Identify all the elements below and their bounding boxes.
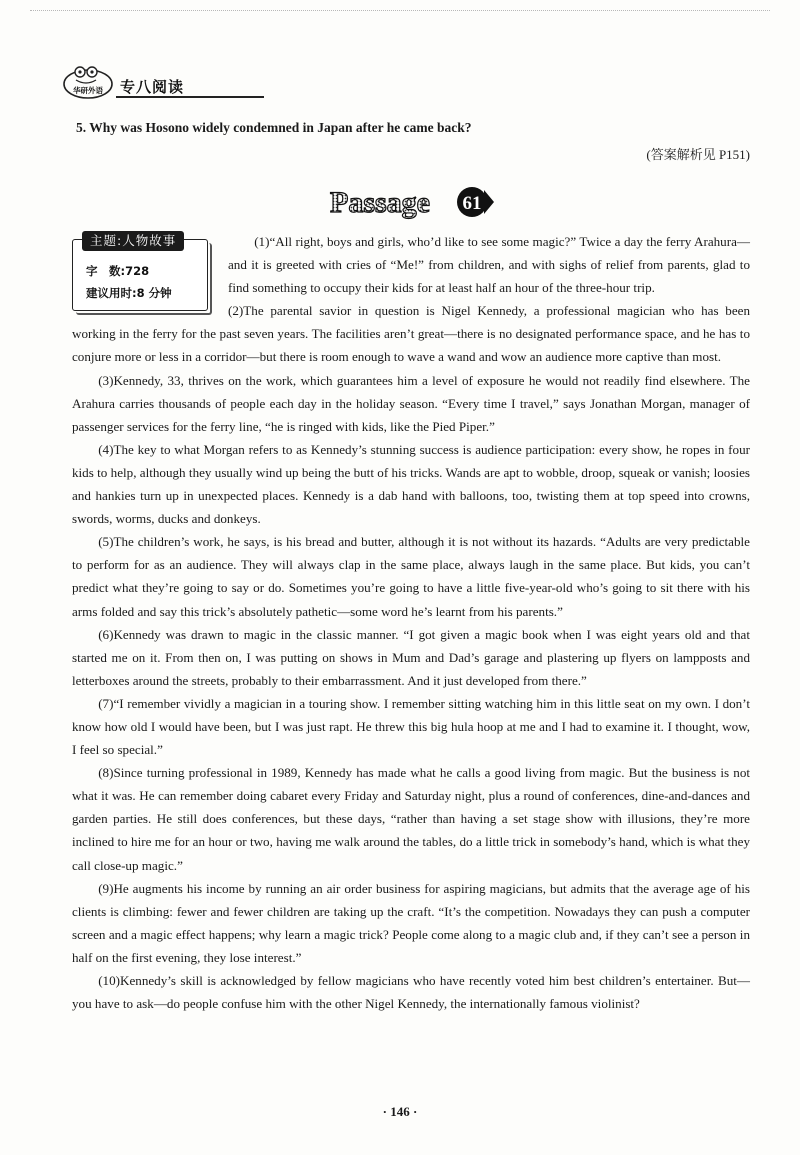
passage-label: Passage [330, 186, 430, 219]
paragraph-1: (1)“All right, boys and girls, who’d like to see some magic?” Twice a day the ferry Arahura—and it is greeted with cries of “Me!” from children, and with sighs of relief from parents, glad to find something to occupy their kids for at least half an hour of the three-hour trip. [228, 234, 750, 296]
paragraph-3: (3)Kennedy, 33, thrives on the work, which guarantees him a level of exposure he would not readily find elsewhere. The Arahura carries thousands of people each day in the holiday season. “Every time I travel,” says Jonathan Morgan, manager of passenger services for the ferry line, “he is ringed with kids, like the Pied Piper.” [72, 372, 750, 434]
paragraph-8: (8)Since turning professional in 1989, Kennedy has made what he calls a good living from magic. But the business is not what it was. He can remember doing cabaret every Friday and Saturday night, plus a round of conferences, dine-and-dances and garden parties. He still does conferences, but these days, “rather than having a set stage show with illusions, they’re more inclined to hire me for an hour or two, having me walk around the tables, do a little trick in somebody’s hand, which is what they call close-up magic.” [72, 765, 750, 873]
header-underline [116, 96, 264, 98]
paragraph-2: (2)The parental savior in question is Nigel Kennedy, a professional magician who has been working in the ferry for the past seven years. The facilities aren’t great—there is no designated performance space, and he has to conjure more or less in a corridor—but there is room enough to wave a wand and wow an audience more captive than most. [72, 303, 750, 365]
passage-number: 61 [462, 193, 482, 214]
question-5: 5. Why was Hosono widely condemned in Japan after he came back? [76, 120, 472, 135]
paragraph-7: (7)“I remember vividly a magician in a touring show. I remember sitting watching him in this little seat on my own. I don’t know how old I would have been, but I was just rapt. He threw this big hula hoop at me and I had to examine it. I thought, wow, I feel so special.” [72, 695, 750, 758]
theme-tag: 主题:人物故事 [82, 231, 184, 251]
suggested-time: 建议用时:8 分钟 [86, 286, 172, 300]
paragraph-10: (10)Kennedy’s skill is acknowledged by fellow magicians who have recently voted him best children’s entertainer. But—you have to ask—do people confuse him with the other Nigel Kennedy, the internationally famous violinist? [72, 973, 750, 1012]
section-header [62, 62, 202, 102]
answer-reference: (答案解析见 P151) [646, 147, 750, 162]
paragraph-9: (9)He augments his income by running an air order business for aspiring magicians, but admits that the average age of his clients is climbing: fewer and fewer children are taking up the craft. “It’s the competition. Nowadays they can push a computer screen and a magic effect happens; why learn a magic trick? People come along to a magic club and, if they can’t see a person in half on the first evening, they lose interest.” [72, 880, 750, 965]
svg-text:华研外语: 华研外语 [73, 86, 103, 95]
publisher-logo-icon [62, 62, 114, 100]
passage-body [72, 230, 750, 1015]
paragraph-4: (4)The key to what Morgan refers to as Kennedy’s stunning success is audience participation: every show, he ropes in four kids to help, although they usually wind up being the butt of his tricks. Wands are apt to wobble, droop, squeak or vanish; loosies and hankies turn up in unexpected places. Kennedy is a dab hand with balloons, too, twisting them at top speed into crowns, swords, worms, ducks and donkeys. [72, 441, 750, 527]
section-title: 专八阅读 [120, 78, 185, 96]
page-number: · 146 · [382, 1104, 418, 1119]
paragraph-6: (6)Kennedy was drawn to magic in the classic manner. “I got given a magic book when I was eight years old and that started me on it. From then on, I was putting on shows in Mum and Dad’s garage and plastering up flyers on lampposts and letterboxes around the streets, probably to their embarrassment. And it just developed from there.” [72, 626, 750, 688]
passage-banner [326, 182, 496, 222]
word-count: 字 数:728 [86, 264, 150, 278]
paragraph-5: (5)The children’s work, he says, is his bread and butter, although it is not without its hazards. “Adults are very predictable to perform for as an audience. They will always clap in the same place, always laugh in the same place. But kids, you can’t predict what they’re going to say or do. Sometimes you’re going to have a little five-year-old who’s going to sit there with his arms folded and say this trick’s absolutely pathetic—some word he’s learnt from his parents.” [72, 534, 750, 619]
top-dotted-rule [30, 10, 770, 11]
